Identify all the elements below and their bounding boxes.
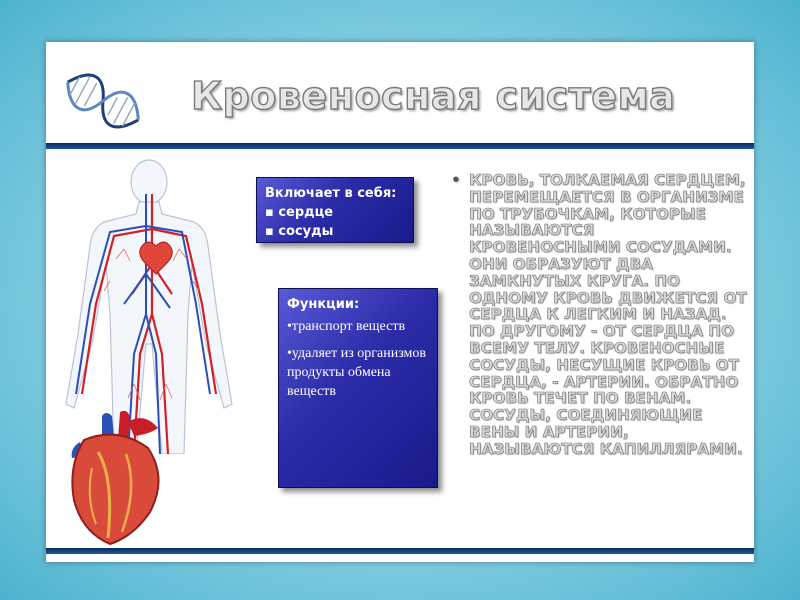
slide xyxy=(46,42,754,562)
slide-title: Кровеносная система xyxy=(191,74,676,118)
includes-heading: Включает в себя: xyxy=(265,186,397,201)
body-bullet: • xyxy=(451,171,461,189)
includes-box xyxy=(256,177,414,243)
function-item-removes-waste: •удаляет из организмов продукты обмена веществ xyxy=(287,346,427,399)
includes-item-heart: ▪ сердце xyxy=(265,205,334,220)
body-paragraph-text: КРОВЬ, ТОЛКАЕМАЯ СЕРДЦЕМ, ПЕРЕМЕЩАЕТСЯ В ОРГАНИЗМЕ ПО ТРУБОЧКАМ, КОТОРЫЕ НАЗЫВАЮТСЯ КРОВЕНОСНЫМИ СОСУДАМИ. ОНИ ОБРАЗУЮТ ДВА ЗАМКНУТЫХ КРУГА. ПО ОДНОМУ КРОВЬ ДВИЖЕТСЯ ОТ СЕРДЦА К ЛЕГКИМ И НАЗАД. ПО ДРУГОМУ - ОТ СЕРДЦА ПО ВСЕМУ ТЕЛУ. КРОВЕНОСНЫЕ СОСУДЫ, НЕСУЩИЕ КРОВЬ ОТ СЕРДЦА, - АРТЕРИИ. ОБРАТНО КРОВЬ ТЕЧЕТ ПО ВЕНАМ. СОСУДЫ, СОЕДИНЯЮЩИЕ ВЕНЫ И АРТЕРИИ, НАЗЫВАЮТСЯ КАПИЛЛЯРАМИ. xyxy=(469,171,747,458)
function-item-transport: •транспорт веществ xyxy=(287,319,406,334)
body-paragraph xyxy=(449,172,749,458)
functions-heading: Функции: xyxy=(287,297,360,312)
dna-icon xyxy=(58,67,148,135)
functions-box xyxy=(278,288,438,488)
title-divider xyxy=(46,143,754,149)
includes-item-vessels: ▪ сосуды xyxy=(265,224,334,239)
heart-illustration xyxy=(62,408,172,548)
footer-divider xyxy=(46,548,754,554)
